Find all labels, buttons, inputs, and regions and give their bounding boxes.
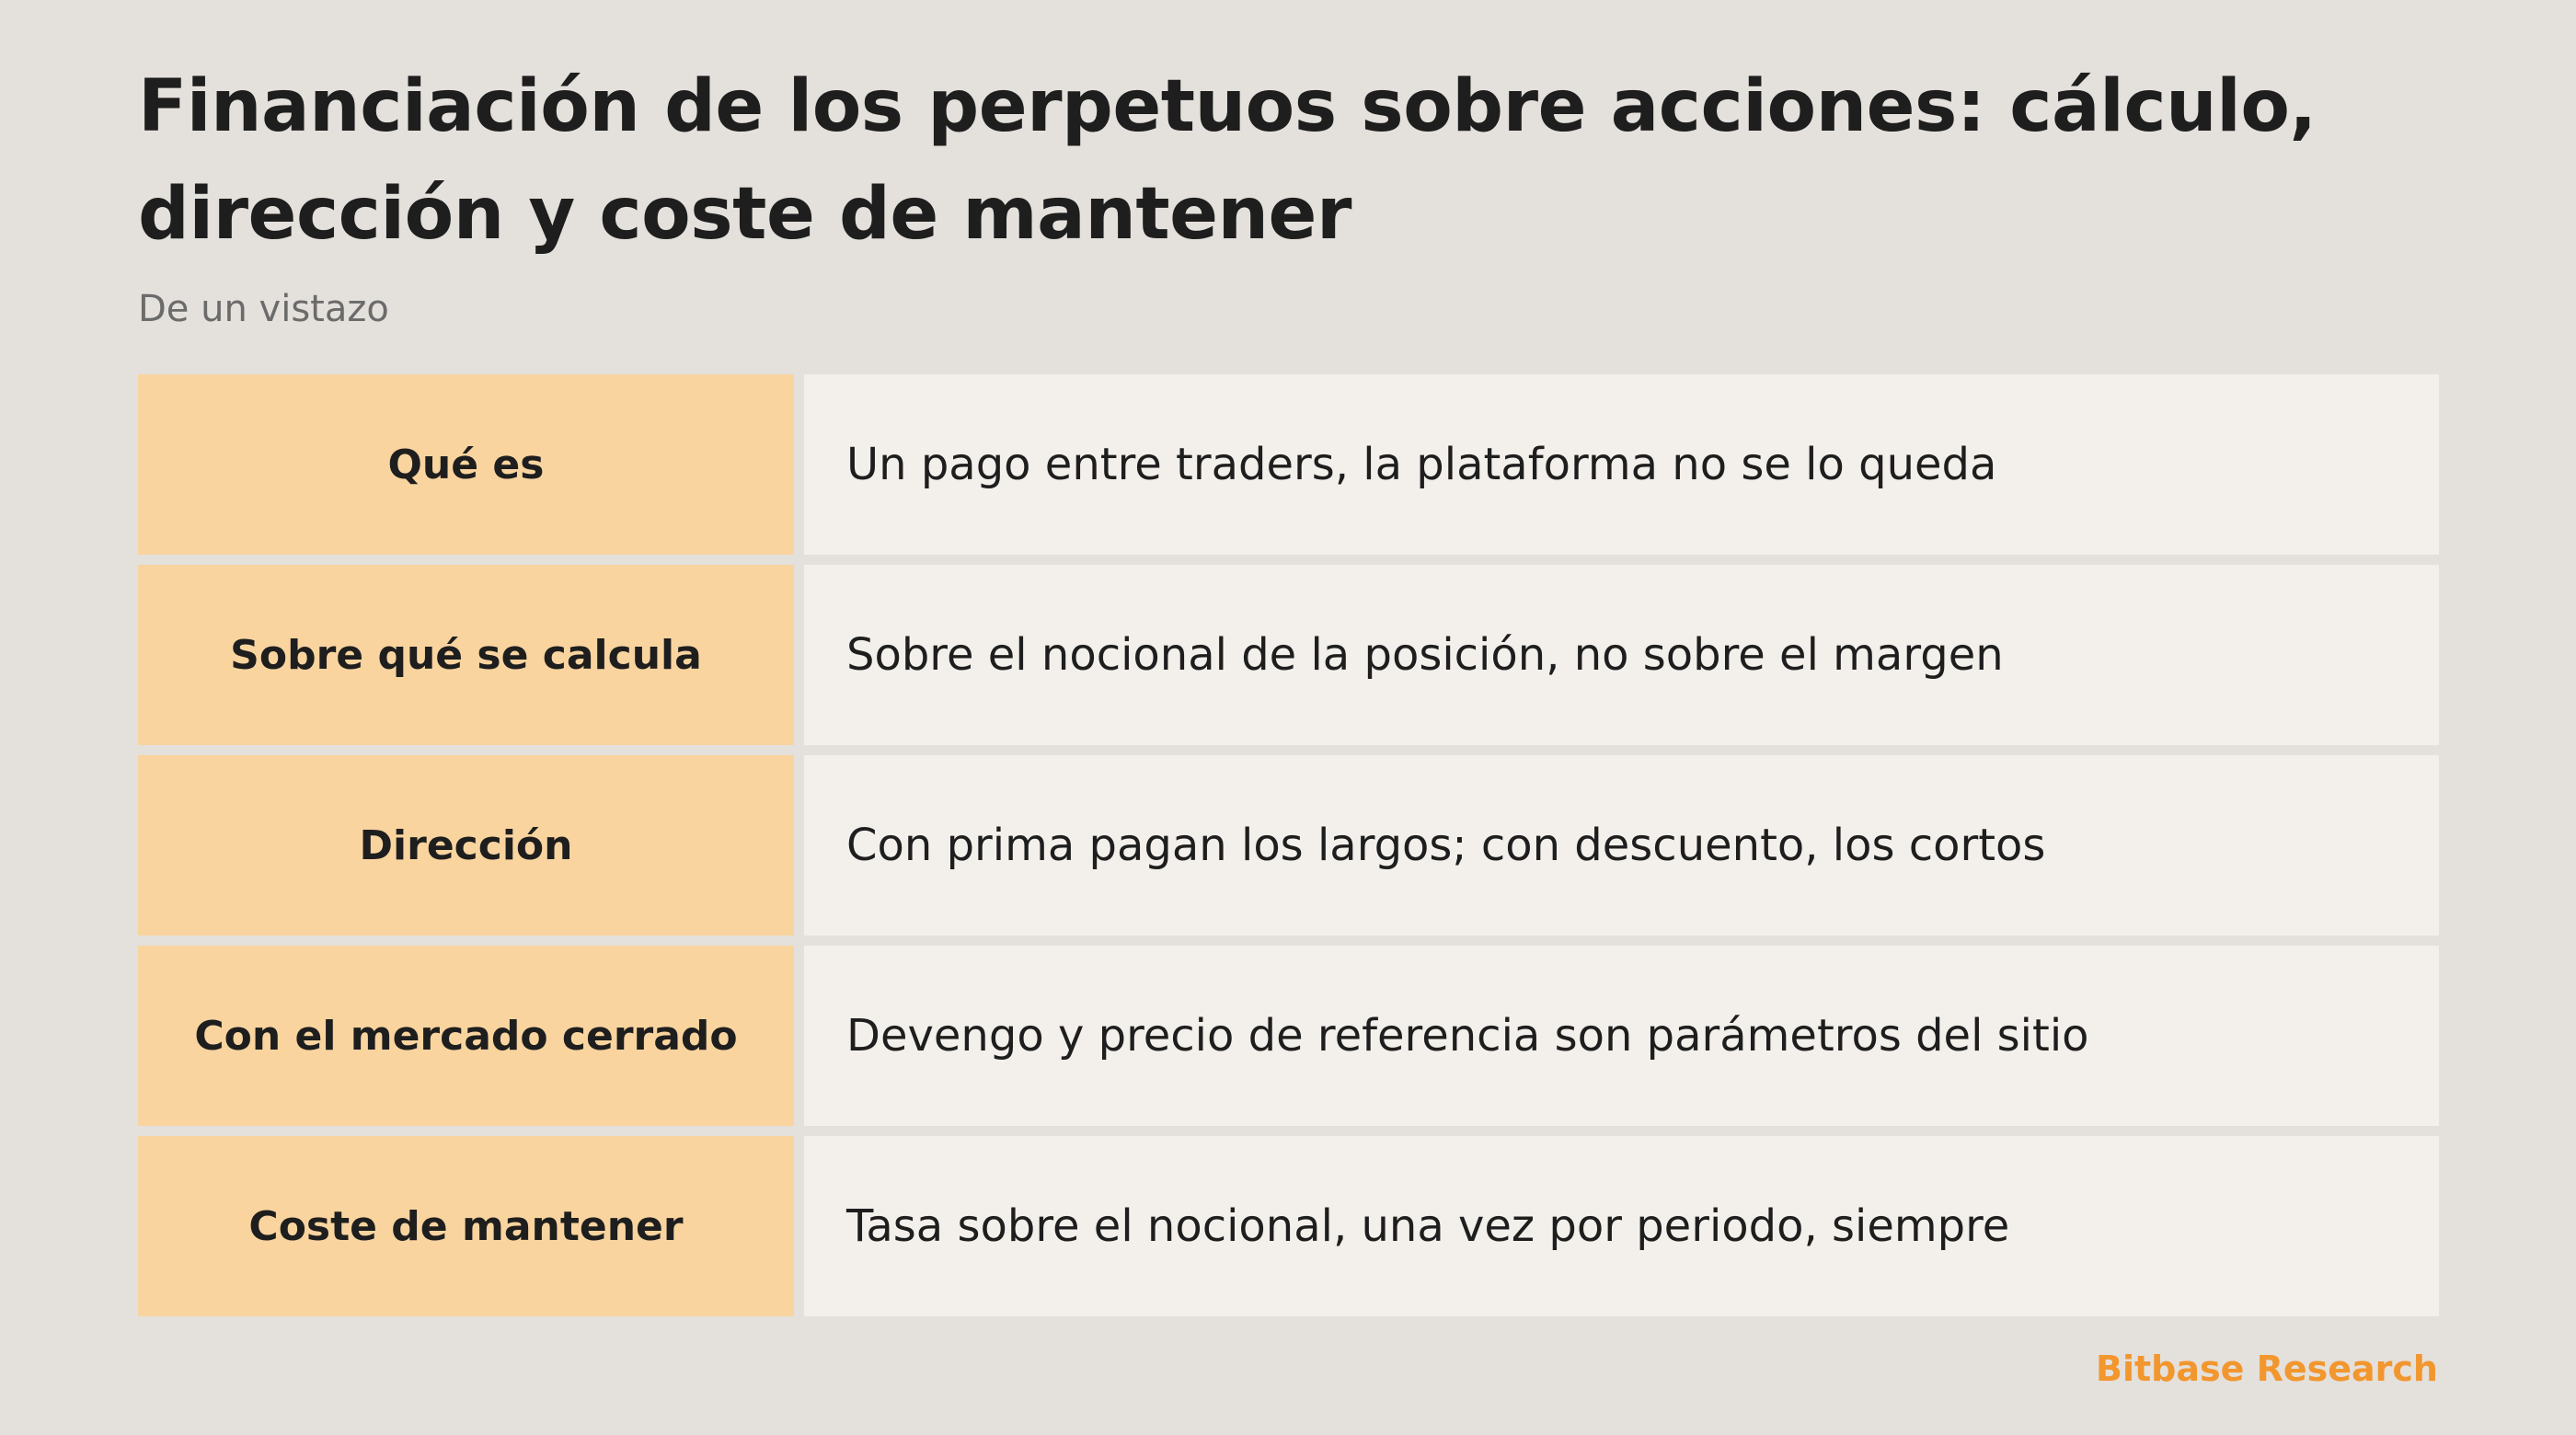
page-title: Financiación de los perpetuos sobre acciones: cálculo, dirección y coste de mantener: [138, 65, 2317, 256]
row-label: Coste de mantener: [138, 1136, 794, 1316]
brand-logo-text: Bitbase Research: [2095, 1349, 2438, 1389]
table-row: [138, 755, 2439, 936]
row-label: Qué es: [138, 374, 794, 555]
row-value: Devengo y precio de referencia son parámetros del sitio: [804, 946, 2439, 1126]
row-value: Sobre el nocional de la posición, no sobre el margen: [804, 565, 2439, 745]
row-label: Con el mercado cerrado: [138, 946, 794, 1126]
row-value: Tasa sobre el nocional, una vez por periodo, siempre: [804, 1136, 2439, 1316]
table-row: [138, 565, 2439, 745]
summary-table: [138, 374, 2439, 1316]
table-row: [138, 946, 2439, 1126]
table-row: [138, 1136, 2439, 1316]
row-value: Un pago entre traders, la plataforma no se lo queda: [804, 374, 2439, 555]
page-subtitle: De un vistazo: [138, 288, 389, 330]
row-value: Con prima pagan los largos; con descuento, los cortos: [804, 755, 2439, 936]
table-row: [138, 374, 2439, 555]
row-label: Sobre qué se calcula: [138, 565, 794, 745]
row-label: Dirección: [138, 755, 794, 936]
